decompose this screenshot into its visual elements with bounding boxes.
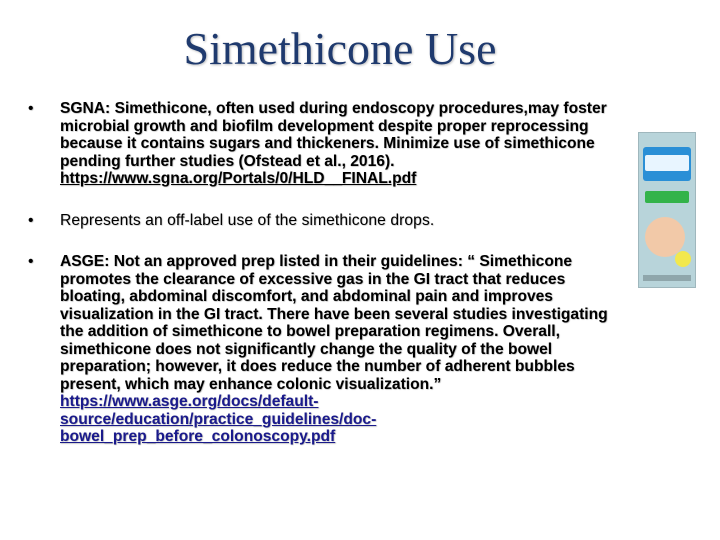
bullet-marker: •	[28, 253, 34, 270]
slide-title: Simethicone Use	[183, 23, 497, 74]
sgna-link[interactable]: https://www.sgna.org/Portals/0/HLD__FINAL.pdf	[60, 170, 417, 187]
bullet-asge	[28, 253, 628, 446]
bullet-marker: •	[28, 211, 34, 229]
bullet-sgna	[28, 100, 628, 188]
bullet-text: SGNA: Simethicone, often used during endoscopy procedures,may foster microbial growth and biofilm development despite proper reprocessing because it contains sugars and thickeners. Minimize use of simethicone pending further studies (Ofstead et al., 2016).	[60, 100, 607, 170]
bullet-list	[28, 100, 628, 446]
product-logo	[645, 155, 689, 171]
bullet-off-label	[28, 212, 628, 230]
asge-link[interactable]: https://www.asge.org/docs/default-source/education/practice_guidelines/doc-bowel_prep_before_colonoscopy.pdf	[60, 393, 377, 445]
product-footer	[643, 275, 691, 281]
product-seal-icon	[675, 251, 691, 267]
bullet-marker: •	[28, 100, 34, 117]
bullet-text: ASGE: Not an approved prep listed in their guidelines: “ Simethicone promotes the clearance of excessive gas in the GI tract that reduces bloating, abdominal discomfort, and abdominal pain and improves visualization in the GI tract. There have been several studies investigating the addition of simethicone to bowel preparation regimens. Overall, simethicone does not significantly change the quality of the bowel preparation; however, it does reduce the number of adherent bubbles present, which may enhance colonic visualization.”	[60, 253, 608, 393]
bullet-text: Represents an off-label use of the simethicone drops.	[60, 211, 435, 229]
product-gas-relief-label	[645, 191, 689, 203]
mylicon-product-image	[638, 132, 696, 288]
